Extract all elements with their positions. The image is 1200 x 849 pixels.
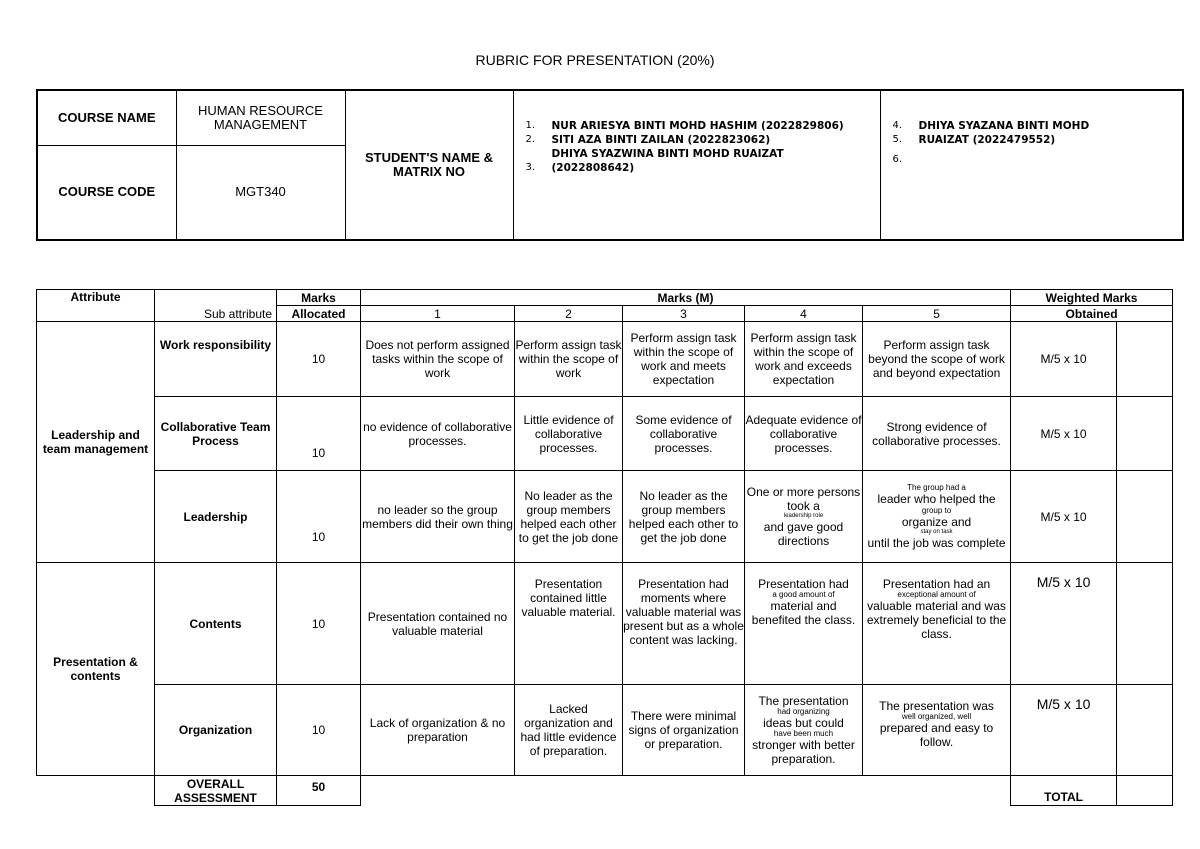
sub-attribute: Leadership (155, 471, 277, 563)
level-1: Presentation contained no valuable material (361, 563, 515, 685)
level-5-text-f: until the job was complete (867, 536, 1006, 550)
col-weighted-top: Weighted Marks (1011, 290, 1173, 306)
weighted-formula: M/5 x 10 (1011, 563, 1117, 685)
obtained-cell[interactable] (1117, 322, 1173, 397)
sub-attribute: Collaborative Team Process (155, 397, 277, 471)
obtained-cell[interactable] (1117, 563, 1173, 685)
level-1: no evidence of collaborative processes. (361, 397, 515, 471)
overall-row (37, 776, 1173, 806)
level-4-text-b: a good amount of (772, 590, 835, 599)
student-name-label: STUDENT'S NAME & MATRIX NO (345, 90, 513, 240)
overall-marks: 50 (277, 776, 361, 806)
student-name: (2022808642) (551, 162, 635, 174)
sub-attribute: Contents (155, 563, 277, 685)
level-5-text-c: prepared and easy to follow. (879, 721, 994, 749)
marks-allocated: 10 (277, 397, 361, 471)
level-4-text-b: had organizing (777, 707, 830, 716)
course-name-label: COURSE NAME (37, 90, 176, 145)
level-4 (745, 471, 863, 563)
sub-attribute: Organization (155, 685, 277, 776)
level-2: Presentation contained little valuable material. (515, 563, 623, 685)
scale-1: 1 (361, 306, 515, 322)
level-5-text-a: The presentation was (879, 699, 994, 713)
level-5: Strong evidence of collaborative processes. (863, 397, 1011, 471)
student-num: 4. (892, 120, 903, 131)
total-label: TOTAL (1011, 776, 1117, 806)
level-5-text-d: organize and (901, 515, 972, 529)
col-marks-bottom: Allocated (277, 306, 361, 322)
level-2: Lacked organization and had little evidence of preparation. (515, 685, 623, 776)
level-4 (745, 563, 863, 685)
level-4-text-a: One or more persons took a (746, 485, 861, 513)
level-5: Perform assign task beyond the scope of work and beyond expectation (863, 322, 1011, 397)
weighted-formula: M/5 x 10 (1011, 322, 1117, 397)
level-4-text-c: material and benefited the class. (751, 599, 856, 627)
student-name: SITI AZA BINTI ZAILAN (2022823062) (551, 134, 771, 146)
level-4: Perform assign task within the scope of work and exceeds expectation (745, 322, 863, 397)
level-3: Some evidence of collaborative processes. (623, 397, 745, 471)
obtained-cell[interactable] (1117, 471, 1173, 563)
col-weighted-bottom: Obtained (1011, 306, 1173, 322)
level-5-text-b: exceptional amount of (897, 590, 976, 599)
obtained-cell[interactable] (1117, 397, 1173, 471)
student-name: DHIYA SYAZANA BINTI MOHD (918, 120, 1090, 132)
level-3: Perform assign task within the scope of work and meets expectation (623, 322, 745, 397)
col-attribute: Attribute (37, 290, 155, 322)
marks-allocated: 10 (277, 685, 361, 776)
level-2: Perform assign task within the scope of work (515, 322, 623, 397)
scale-5: 5 (863, 306, 1011, 322)
level-4-text-a: Presentation had (758, 577, 849, 591)
weighted-formula: M/5 x 10 (1011, 471, 1117, 563)
level-5 (863, 471, 1011, 563)
level-4-text-c: ideas but could (763, 716, 844, 730)
level-2: No leader as the group members helped each other to get the job done (515, 471, 623, 563)
total-cell[interactable] (1117, 776, 1173, 806)
level-1: Does not perform assigned tasks within the scope of work (361, 322, 515, 397)
level-5-text-a: The group had a (907, 483, 966, 492)
student-num: 6. (892, 154, 903, 165)
level-3: There were minimal signs of organization or preparation. (623, 685, 745, 776)
scale-4: 4 (745, 306, 863, 322)
level-5-text-c: group to (921, 506, 952, 515)
rubric-row (37, 471, 1173, 563)
student-name: DHIYA SYAZWINA BINTI MOHD RUAIZAT (551, 148, 784, 160)
student-num: 3. (525, 162, 536, 173)
rubric-row (37, 563, 1173, 685)
level-5-text-b: well organized, well (901, 712, 972, 721)
level-5-text-c: valuable material and was extremely beneficial to the class. (866, 599, 1007, 641)
student-list-right (880, 90, 1183, 240)
col-sub-attribute: Sub attribute (155, 290, 277, 322)
course-info-table (36, 89, 1184, 241)
level-5-text-e: stay on task (920, 529, 953, 535)
level-3: No leader as the group members helped each other to get the job done (623, 471, 745, 563)
rubric-row (37, 322, 1173, 397)
level-4-text-a: The presentation (758, 694, 849, 708)
level-5-text-b: leader who helped the (877, 492, 996, 506)
level-5 (863, 685, 1011, 776)
student-name: NUR ARIESYA BINTI MOHD HASHIM (2022829806) (551, 120, 844, 132)
marks-allocated: 10 (277, 471, 361, 563)
rubric-row (37, 397, 1173, 471)
marks-allocated: 10 (277, 563, 361, 685)
marks-allocated: 10 (277, 322, 361, 397)
course-code-label: COURSE CODE (37, 145, 176, 240)
course-name-value: HUMAN RESOURCE MANAGEMENT (176, 90, 345, 145)
col-marks-m: Marks (M) (361, 290, 1011, 306)
student-num: 1. (525, 120, 536, 131)
student-num (526, 147, 552, 161)
level-4-text-c: and gave good directions (763, 520, 844, 548)
overall-label: OVERALL ASSESSMENT (155, 776, 277, 806)
rubric-row (37, 685, 1173, 776)
student-list-left (513, 90, 880, 240)
level-1: Lack of organization & no preparation (361, 685, 515, 776)
student-num: 5. (892, 134, 903, 145)
weighted-formula: M/5 x 10 (1011, 397, 1117, 471)
student-name: RUAIZAT (2022479552) (918, 134, 1056, 146)
course-code-value: MGT340 (176, 145, 345, 240)
attribute-presentation: Presentation & contents (37, 563, 155, 776)
level-1: no leader so the group members did their own thing (361, 471, 515, 563)
col-marks-top: Marks (277, 290, 361, 306)
scale-2: 2 (515, 306, 623, 322)
level-4-text-b: leadership role (783, 513, 824, 519)
level-4: Adequate evidence of collaborative processes. (745, 397, 863, 471)
rubric-table (36, 289, 1173, 806)
attribute-leadership: Leadership and team management (37, 322, 155, 563)
level-5 (863, 563, 1011, 685)
sub-attribute: Work responsibility (155, 322, 277, 397)
scale-3: 3 (623, 306, 745, 322)
level-3: Presentation had moments where valuable material was present but as a whole content was lacking. (623, 563, 745, 685)
weighted-formula: M/5 x 10 (1011, 685, 1117, 776)
obtained-cell[interactable] (1117, 685, 1173, 776)
page-title: RUBRIC FOR PRESENTATION (20%) (475, 52, 715, 68)
student-num: 2. (525, 134, 536, 145)
level-4-text-e: stronger with better preparation. (752, 738, 855, 766)
level-4 (745, 685, 863, 776)
level-5-text-a: Presentation had an (882, 577, 991, 591)
level-2: Little evidence of collaborative processes. (515, 397, 623, 471)
level-4-text-d: have been much (773, 729, 834, 738)
